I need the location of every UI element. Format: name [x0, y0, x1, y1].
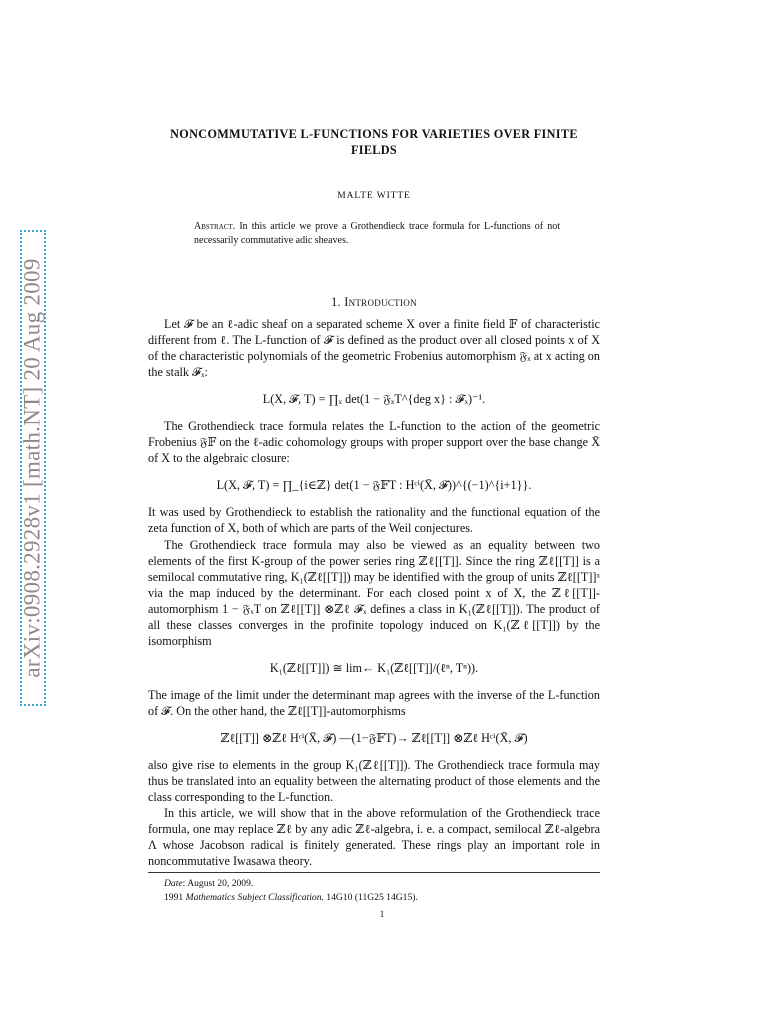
footnote-date-value: : August 20, 2009. [182, 878, 254, 889]
equation-text: L(X, 𝓕, T) = ∏_{i∈ℤ} det(1 − 𝔉𝔽T : Hᶜⁱ(X̄, 𝓕))^{(−1)^{i+1}}. [216, 478, 532, 493]
abstract [194, 220, 560, 248]
equation-text: ℤℓ[[T]] ⊗ℤℓ Hᶜⁱ(X̄, 𝓕) —(1−𝔉𝔽T)→ ℤℓ[[T]] ⊗ℤℓ Hᶜⁱ(X̄, 𝓕) [220, 730, 528, 745]
equation [148, 472, 600, 498]
equation [148, 386, 600, 412]
paragraph: In this article, we will show that in the above reformulation of the Grothendieck trace formula, one may replace ℤℓ by any adic ℤℓ-algebra, i. e. a compact, semilocal ℤℓ-algebra Λ whose Jacobson radical is finitely generated. These rings play an important role in noncommutative Iwasawa theory. [148, 806, 600, 869]
page-number: 1 [379, 909, 385, 919]
arxiv-stamp [20, 230, 46, 706]
footnote-msc-label: Mathematics Subject Classification. [185, 892, 324, 903]
footnote-msc-value: 14G10 (11G25 14G15). [323, 892, 418, 903]
equation [148, 725, 600, 751]
author: MALTE WITTE [337, 191, 411, 201]
footnote-date-label: Date [164, 878, 183, 889]
equation [148, 655, 600, 681]
section-number: 1. [331, 295, 341, 310]
paragraph: The Grothendieck trace formula relates the L-function to the action of the geometric Frobenius 𝔉𝔽 on the ℓ-adic cohomology groups with proper support over the base change X̄ of X to the algebraic closure: [148, 419, 600, 466]
paper-title: NONCOMMUTATIVE L-FUNCTIONS FOR VARIETIES OVER FINITE FIELDS [170, 127, 578, 157]
equation-text: L(X, 𝓕, T) = ∏ₓ det(1 − 𝔉ₓT^{deg x} : 𝓕ₓ)⁻¹. [262, 392, 486, 407]
paper-page [148, 126, 600, 869]
footnotes [148, 872, 600, 921]
section-title: Introduction [344, 295, 417, 310]
section-heading [148, 294, 600, 310]
footnote-date [148, 877, 600, 891]
arxiv-identifier: arXiv:0908.2928v1 [math.NT] 20 Aug 2009 [20, 258, 46, 678]
paragraph: Let 𝓕 be an ℓ-adic sheaf on a separated scheme X over a finite field 𝔽 of characteristic different from ℓ. The L-function of 𝓕 is defined as the product over all closed points x of X of the characteristic polynomials of the geometric Frobenius automorphism 𝔉ₓ at x acting on the stalk 𝓕ₓ: [148, 317, 600, 380]
equation-text: K₁(ℤℓ[[T]]) ≅ lim← K₁(ℤℓ[[T]]/(ℓⁿ, Tⁿ)). [269, 660, 479, 675]
footnote-msc [148, 891, 600, 905]
paragraph: also give rise to elements in the group K₁(ℤℓ[[T]]). The Grothendieck trace formula may thus be translated into an equality between the alternating product of those elements and the class corresponding to the L-function. [148, 757, 600, 805]
abstract-label: Abstract. [194, 221, 236, 233]
paragraph: The image of the limit under the determinant map agrees with the inverse of the L-function of 𝓕. On the other hand, the ℤℓ[[T]]-automorphisms [148, 687, 600, 718]
abstract-text: In this article we prove a Grothendieck trace formula for L-functions of not necessarily commutative adic sheaves. [194, 221, 560, 247]
paragraph: The Grothendieck trace formula may also be viewed as an equality between two elements of the first K-group of the power series ring ℤℓ[[T]]. Since the ring ℤℓ[[T]] is a semilocal commutative ring, K₁(ℤℓ[[T]]) may be identified with the group of units ℤℓ[[T]]ˣ via the map induced by the determinant. For each closed point x of X, the ℤℓ[[T]]-automorphism 1 − 𝔉ₓT on ℤℓ[[T]] ⊗ℤℓ 𝓕ₓ defines a class in K₁(ℤℓ[[T]]). The product of all these classes converges in the profinite topology induced on K₁(ℤℓ[[T]]) by the isomorphism [148, 537, 600, 648]
footnote-msc-prefix: 1991 [164, 892, 186, 903]
paragraph: It was used by Grothendieck to establish the rationality and the functional equation of the zeta function of X, both of which are parts of the Weil conjectures. [148, 505, 600, 536]
